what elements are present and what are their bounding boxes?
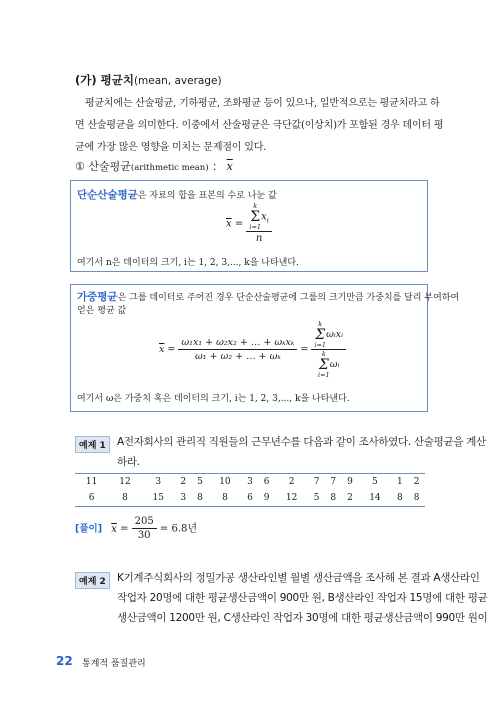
- table-cell: 2: [288, 477, 295, 487]
- table-cell: 15: [152, 493, 164, 503]
- table-cell: 7: [330, 477, 337, 487]
- intro-line: 평균치에는 산술평균, 기하평균, 조화평균 등이 있으나, 일반적으로는 평균치라고 하: [85, 98, 440, 109]
- arith-mean-title: 산술평균: [88, 160, 131, 173]
- simple-mean-box: [70, 180, 428, 272]
- simple-mean-keyword: 단순산술평균: [77, 189, 138, 201]
- table-cell: 8: [397, 493, 403, 503]
- table-cell: 11: [85, 477, 98, 487]
- section-heading-en: (mean, average): [133, 75, 222, 87]
- example1-text: [117, 432, 486, 472]
- table-cell: 14: [369, 493, 381, 503]
- table-cell: 5: [197, 477, 203, 487]
- sigma-symbol: k Σ i=1: [314, 320, 327, 349]
- arith-mean-title-en: (arithmetic mean): [130, 163, 209, 173]
- sigma-lower: i=1: [314, 340, 327, 349]
- section-heading: [75, 72, 222, 88]
- weighted-mean-desc: 얻은 평균 값: [77, 306, 127, 316]
- table-cell: 2: [413, 477, 420, 487]
- fraction-numerator: [246, 203, 271, 232]
- solution-lhs: $\overline{x}$: [111, 523, 117, 535]
- formula-eq2: =: [300, 344, 309, 355]
- example2-label: 예제 2: [75, 572, 110, 589]
- simple-mean-note: 여기서 n은 데이터의 크기, i는 1, 2, 3,..., k을 나타낸다.: [77, 258, 299, 268]
- example2-line: K기계주식회사의 정밀가공 생산라인별 월별 생산금액을 조사해 본 결과 A생산라인: [117, 572, 480, 584]
- simple-mean-desc: 은 자료의 합을 표본의 수로 나눈 값: [137, 191, 277, 201]
- weighted-mean-desc: 은 그룹 데이터로 주어진 경우 단순산술평균에 그룹의 크기만큼 가중치를 달리 부여하여: [117, 293, 460, 303]
- formula-lhs: $\overline{x}$: [226, 218, 232, 230]
- table-cell: 9: [347, 477, 353, 487]
- table-cell: 3: [247, 477, 253, 487]
- sigma-symbol: k Σ i=1: [318, 350, 330, 379]
- arith-mean-heading: [75, 158, 233, 174]
- sum-term: ωᵢ: [329, 359, 340, 370]
- weighted-mean-keyword: 가중평균: [77, 291, 118, 303]
- example1-line: A전자회사의 관리직 직원들의 근무년수를 다음과 같이 조사하였다. 산술평균을 계산: [117, 436, 486, 448]
- colon: ：: [212, 160, 224, 173]
- example1-label: 예제 1: [75, 436, 110, 453]
- running-title: 통계적 품질관리: [82, 659, 146, 669]
- sum-term: ωᵢxᵢ: [326, 329, 344, 340]
- table-cell: 8: [413, 493, 420, 503]
- intro-line: 면 산술평균을 의미한다. 이중에서 산술평균은 극단값(이상치)가 포함된 경우 데이터 평: [75, 120, 444, 131]
- intro-paragraph: [75, 93, 444, 159]
- fraction-denominator: 30: [137, 530, 151, 541]
- sigma-lower: i=1: [318, 370, 330, 379]
- table-cell: 2: [180, 477, 187, 487]
- table-row: [75, 490, 425, 507]
- term-sub: i: [266, 216, 269, 225]
- weighted-mean-box: [70, 284, 460, 412]
- table-cell: 1: [397, 477, 403, 487]
- sigma-upper: k: [318, 320, 323, 328]
- sigma-lower: i=1: [249, 222, 262, 231]
- example2-line: 작업자 20명에 대한 평균생산금액이 900만 원, B생산라인 작업자 15명에 대한 평균: [117, 592, 488, 604]
- solution-result: = 6.8년: [159, 523, 198, 535]
- table-cell: 3: [155, 477, 162, 487]
- table-cell: 8: [222, 493, 228, 503]
- intro-line: 균에 가장 많은 영향을 미치는 문제점이 있다.: [75, 142, 267, 153]
- formula-fraction: [246, 203, 271, 244]
- table-cell: 5: [372, 477, 378, 487]
- solution-fraction: [132, 516, 157, 541]
- data-table: [75, 473, 425, 507]
- table-cell: 8: [122, 493, 128, 503]
- table-cell: 7: [313, 477, 320, 487]
- formula-eq: =: [167, 344, 176, 355]
- circled-number: ①: [75, 160, 85, 173]
- weighted-mean-definition: [77, 291, 459, 318]
- fraction-numerator: 205: [132, 516, 157, 529]
- example2-text: [117, 568, 487, 628]
- formula-fraction: [178, 337, 297, 362]
- fraction-numerator: [311, 321, 346, 350]
- table-cell: 5: [313, 493, 320, 503]
- table-cell: 12: [285, 493, 298, 503]
- sigma-symbol: k Σ i=1: [249, 202, 262, 231]
- simple-mean-definition: [77, 187, 277, 202]
- page-number: 22: [56, 654, 73, 668]
- sigma-upper: k: [253, 202, 258, 210]
- weighted-mean-formula: [159, 321, 346, 378]
- table-cell: 6: [263, 477, 270, 487]
- xbar-symbol: $\overline{x}$: [226, 160, 233, 173]
- solution: [75, 516, 197, 541]
- example1-line: 하라.: [117, 456, 140, 468]
- term: x: [261, 211, 267, 223]
- formula-fraction-sum: [311, 321, 346, 378]
- table-cell: 3: [180, 493, 187, 503]
- table-cell: 6: [247, 493, 253, 503]
- formula-lhs: $\overline{x}$: [159, 344, 165, 355]
- example2-line: 생산금액이 1200만 원, C생산라인 작업자 30명에 대한 평균생산금액이 990만 원이: [117, 612, 488, 624]
- table-cell: 10: [219, 477, 231, 487]
- table-cell: 8: [330, 493, 337, 503]
- fraction-denominator: ω₁ + ω₂ + … + ωₖ: [194, 351, 281, 362]
- weighted-mean-note: 여기서 ω은 가중치 혹은 데이터의 크기, i는 1, 2, 3,..., k을 나타낸다.: [77, 394, 350, 404]
- fraction-denominator: n: [255, 233, 263, 244]
- table-cell: 6: [88, 493, 95, 503]
- table-cell: 12: [119, 477, 131, 487]
- fraction-numerator: ω₁x₁ + ω₂x₂ + … + ωₖxₖ: [178, 337, 297, 350]
- solution-eq: =: [120, 523, 129, 535]
- table-cell: 9: [263, 493, 270, 503]
- table-cell: 8: [197, 493, 203, 503]
- solution-label: [풀이]: [75, 523, 103, 535]
- table-cell: 2: [347, 493, 353, 503]
- fraction-denominator: [311, 350, 346, 378]
- sigma-upper: k: [321, 350, 326, 358]
- section-heading-ko: (가) 평균치: [75, 73, 134, 87]
- table-row: [75, 474, 425, 491]
- formula-eq: =: [234, 218, 244, 230]
- simple-mean-formula: [226, 203, 272, 244]
